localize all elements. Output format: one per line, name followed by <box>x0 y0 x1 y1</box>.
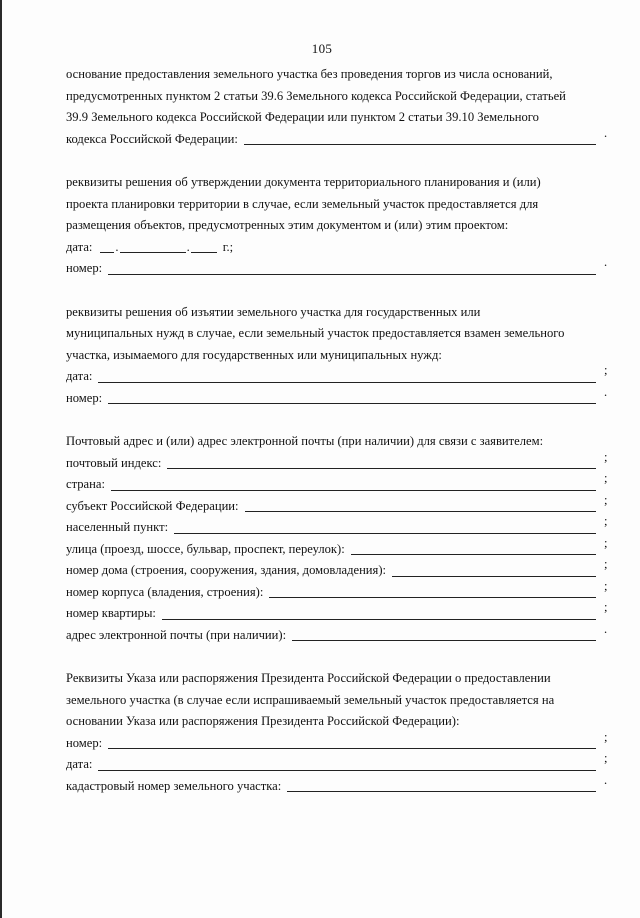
locality-label: населенный пункт: <box>66 520 169 534</box>
planning-date-sep-2: . <box>186 239 190 254</box>
decree-number-label: номер: <box>66 735 103 750</box>
email-punct: . <box>604 621 608 636</box>
grounds-field-punct: . <box>604 125 608 140</box>
seizure-date-input-line[interactable] <box>98 369 596 383</box>
seizure-date-field <box>66 363 616 388</box>
postal-code-field <box>66 449 616 475</box>
grounds-input-line[interactable] <box>244 131 596 145</box>
section-seizure-decision <box>66 302 616 410</box>
street-input-line[interactable] <box>351 541 596 555</box>
seizure-text-line-3: участка, изымаемого для государственных или муниципальных нужд: <box>66 347 442 362</box>
decree-date-field <box>66 751 616 776</box>
country-input-line[interactable] <box>111 477 596 491</box>
country-punct: ; <box>604 471 608 485</box>
house-number-label: номер дома (строения, сооружения, здания, домовладения): <box>66 563 387 577</box>
seizure-number-input-line[interactable] <box>108 390 596 404</box>
apartment-input-line[interactable] <box>162 606 596 620</box>
cadastral-number-label: кадастровый номер земельного участка: <box>66 778 282 793</box>
postal-code-punct: ; <box>604 449 608 464</box>
grounds-field <box>66 125 616 151</box>
planning-number-punct: . <box>604 255 608 269</box>
seizure-text-line-1: реквизиты решения об изъятии земельного участка для государственных или <box>66 304 481 319</box>
street-punct: ; <box>604 535 608 550</box>
decree-text-line-1: Реквизиты Указа или распоряжения Президента Российской Федерации о предоставлении <box>66 671 551 685</box>
section-contact-address <box>66 431 616 646</box>
planning-date-label: дата: <box>66 239 93 254</box>
locality-punct: ; <box>604 514 608 528</box>
grounds-text-line-1: основание предоставления земельного участка без проведения торгов из числа оснований, <box>66 67 553 81</box>
decree-number-field <box>66 729 616 755</box>
street-field <box>66 535 616 561</box>
decree-text-line-3: основании Указа или распоряжения Президента Российской Федерации): <box>66 714 460 728</box>
contact-heading: Почтовый адрес и (или) адрес электронной почты (при наличии) для связи с заявителем: <box>66 434 544 448</box>
section-planning-decision <box>66 172 616 280</box>
house-number-field <box>66 557 616 582</box>
cadastral-number-punct: . <box>604 772 608 787</box>
planning-text-line-1: реквизиты решения об утверждении документа территориального планирования и (или) <box>66 175 541 189</box>
grounds-text-line-3: 39.9 Земельного кодекса Российской Федерации или пунктом 2 статьи 39.10 Земельного <box>66 110 539 124</box>
seizure-text-line-2: муниципальных нужд в случае, если земельный участок предоставляется взамен земельного <box>66 326 565 340</box>
decree-date-input-line[interactable] <box>98 757 596 771</box>
form-content <box>66 64 616 797</box>
planning-text-line-3: размещения объектов, предусмотренных этим документом и (или) этим проектом: <box>66 218 509 232</box>
postal-code-label: почтовый индекс: <box>66 455 162 470</box>
email-field <box>66 621 616 647</box>
house-number-punct: ; <box>604 557 608 571</box>
seizure-number-field <box>66 384 616 410</box>
country-label: страна: <box>66 477 105 491</box>
street-label: улица (проезд, шоссе, бульвар, проспект, переулок): <box>66 541 345 556</box>
seizure-number-label: номер: <box>66 390 103 405</box>
building-number-punct: ; <box>604 578 608 593</box>
apartment-punct: ; <box>604 600 608 614</box>
grounds-field-label: кодекса Российской Федерации: <box>66 131 238 146</box>
region-field <box>66 492 616 518</box>
postal-code-input-line[interactable] <box>167 455 596 469</box>
building-number-input-line[interactable] <box>269 584 596 598</box>
email-label: адрес электронной почты (при наличии): <box>66 627 287 642</box>
region-label: субъект Российской Федерации: <box>66 498 239 513</box>
decree-date-punct: ; <box>604 751 608 765</box>
decree-number-punct: ; <box>604 729 608 744</box>
planning-date-month-input[interactable] <box>120 239 186 253</box>
planning-number-input-line[interactable] <box>108 261 596 275</box>
locality-field <box>66 514 616 539</box>
region-input-line[interactable] <box>245 498 596 512</box>
decree-date-label: дата: <box>66 757 93 771</box>
planning-number-label: номер: <box>66 261 103 275</box>
planning-text-line-2: проекта планировки территории в случае, если земельный участок предоставляется для <box>66 196 539 211</box>
decree-text-line-2: земельного участка (в случае если испрашиваемый земельный участок предоставляется на <box>66 692 555 707</box>
locality-input-line[interactable] <box>174 520 596 534</box>
planning-date-year-input[interactable] <box>191 239 217 253</box>
apartment-label: номер квартиры: <box>66 606 156 620</box>
email-input-line[interactable] <box>292 627 596 641</box>
seizure-number-punct: . <box>604 384 608 399</box>
page-number: 105 <box>311 41 333 56</box>
planning-date-sep-1: . <box>115 239 119 254</box>
planning-date-suffix: г.; <box>222 239 234 254</box>
section-presidential-decree <box>66 668 616 797</box>
planning-date-day-input[interactable] <box>100 239 114 253</box>
apartment-field <box>66 600 616 625</box>
section-grounds <box>66 64 616 150</box>
seizure-date-label: дата: <box>66 369 93 383</box>
cadastral-number-input-line[interactable] <box>287 778 596 792</box>
planning-date-field <box>66 237 616 259</box>
building-number-label: номер корпуса (владения, строения): <box>66 584 264 599</box>
seizure-date-punct: ; <box>604 363 608 377</box>
grounds-text-line-2: предусмотренных пунктом 2 статьи 39.6 Земельного кодекса Российской Федерации, статьей <box>66 88 566 103</box>
country-field <box>66 471 616 496</box>
decree-number-input-line[interactable] <box>108 735 596 749</box>
region-punct: ; <box>604 492 608 507</box>
planning-number-field <box>66 255 616 280</box>
house-number-input-line[interactable] <box>392 563 596 577</box>
building-number-field <box>66 578 616 604</box>
cadastral-number-field <box>66 772 616 798</box>
